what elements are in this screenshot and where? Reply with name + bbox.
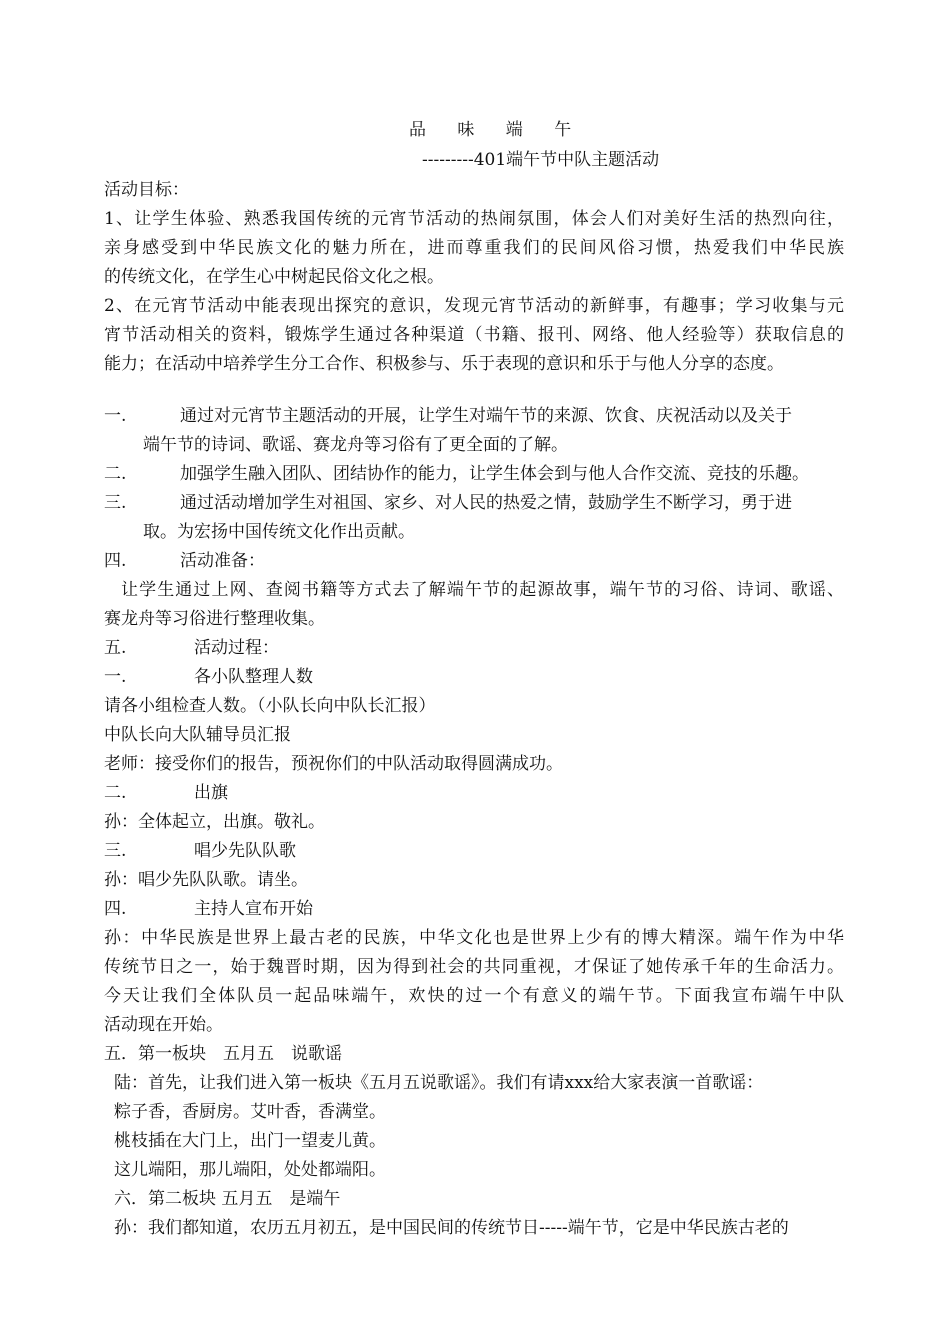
goal-2-line-2: 宵节活动相关的资料，锻炼学生通过各种渠道（书籍、报刊、网络、他人经验等）获取信息的 — [104, 325, 844, 345]
goal-1-line-2: 亲身感受到中华民族文化的魅力所在，进而尊重我们的民间风俗习惯，热爱我们中华民族 — [104, 238, 844, 258]
goals-heading: 活动目标： — [104, 180, 189, 200]
step-4-text-3: 今天让我们全体队员一起品味端午，欢快的过一个有意义的端午节。下面我宣布端午中队 — [104, 986, 844, 1006]
objective-number: 三. — [104, 493, 127, 513]
section-label: 主持人宣布开始 — [194, 899, 313, 919]
objective-text: 加强学生融入团队、团结协作的能力，让学生体会到与他人合作交流、竞技的乐趣。 — [180, 464, 809, 484]
document-subtitle: ---------401端午节中队主题活动 — [422, 150, 660, 170]
objective-4 — [104, 547, 265, 577]
section-label: 唱少先队队歌 — [194, 841, 296, 861]
song-line-3: 这儿端阳，那儿端阳，处处都端阳。 — [114, 1160, 386, 1180]
step-1-text-1: 请各小组检查人数。（小队长向中队长汇报） — [104, 696, 436, 716]
goal-1-line-3: 的传统文化，在学生心中树起民俗文化之根。 — [104, 267, 444, 287]
objective-3 — [104, 489, 792, 519]
objective-1-continued: 端午节的诗词、歌谣、赛龙舟等习俗有了更全面的了解。 — [143, 435, 568, 455]
document-title: 品 味 端 午 — [409, 120, 585, 140]
step-6-text-1: 孙：我们都知道，农历五月初五，是中国民间的传统节日-----端午节，它是中华民族古老的 — [114, 1218, 789, 1238]
prep-line-1: 让学生通过上网、查阅书籍等方式去了解端午节的起源故事，端午节的习俗、诗词、歌谣、 — [121, 580, 844, 600]
step-5-heading: 五．第一板块 五月五 说歌谣 — [104, 1044, 342, 1064]
section-number: 四. — [104, 899, 127, 919]
step-1-text-3: 老师：接受你们的报告，预祝你们的中队活动取得圆满成功。 — [104, 754, 563, 774]
objective-number: 四. — [104, 551, 127, 571]
goal-2-line-1: 2、在元宵节活动中能表现出探究的意识，发现元宵节活动的新鲜事，有趣事；学习收集与元 — [104, 296, 844, 316]
objective-1 — [104, 402, 792, 432]
step-4-text-2: 传统节日之一，始于魏晋时期，因为得到社会的共同重视，才保证了她传承千年的生命活力。 — [104, 957, 844, 977]
song-line-2: 桃枝插在大门上，出门一望麦儿黄。 — [114, 1131, 386, 1151]
song-line-1: 粽子香，香厨房。艾叶香，香满堂。 — [114, 1102, 386, 1122]
step-3-heading — [104, 837, 296, 867]
section-number: 二. — [104, 783, 127, 803]
section-number: 三. — [104, 841, 127, 861]
objective-text: 活动准备： — [180, 551, 265, 571]
step-6-heading: 六．第二板块 五月五 是端午 — [114, 1189, 341, 1209]
step-4-text-4: 活动现在开始。 — [104, 1015, 223, 1035]
process-heading — [104, 634, 279, 664]
objective-text: 通过对元宵节主题活动的开展，让学生对端午节的来源、饮食、庆祝活动以及关于 — [180, 406, 792, 426]
goal-2-line-3: 能力；在活动中培养学生分工合作、积极参与、乐于表现的意识和乐于与他人分享的态度。 — [104, 354, 784, 374]
section-label: 各小队整理人数 — [194, 667, 313, 687]
step-1-heading — [104, 663, 313, 693]
step-1-text-2: 中队长向大队辅导员汇报 — [104, 725, 291, 745]
step-2-text-1: 孙：全体起立，出旗。敬礼。 — [104, 812, 325, 832]
objective-3-continued: 取。为宏扬中国传统文化作出贡献。 — [143, 522, 415, 542]
goal-1-line-1: 1、让学生体验、熟悉我国传统的元宵节活动的热闹氛围，体会人们对美好生活的热烈向往， — [104, 209, 844, 229]
objective-number: 一. — [104, 406, 127, 426]
step-4-text-1: 孙：中华民族是世界上最古老的民族，中华文化也是世界上少有的博大精深。端午作为中华 — [104, 928, 844, 948]
step-5-text-1: 陆：首先，让我们进入第一板块《五月五说歌谣》。我们有请xxx给大家表演一首歌谣： — [114, 1073, 764, 1093]
objective-number: 二. — [104, 464, 127, 484]
step-3-text-1: 孙：唱少先队队歌。请坐。 — [104, 870, 308, 890]
step-4-heading — [104, 895, 313, 925]
step-2-heading — [104, 779, 228, 809]
objective-2 — [104, 460, 809, 490]
section-label: 出旗 — [194, 783, 228, 803]
section-label: 活动过程： — [194, 638, 279, 658]
prep-line-2: 赛龙舟等习俗进行整理收集。 — [104, 609, 325, 629]
section-number: 一. — [104, 667, 127, 687]
section-number: 五. — [104, 638, 127, 658]
objective-text: 通过活动增加学生对祖国、家乡、对人民的热爱之情，鼓励学生不断学习，勇于进 — [180, 493, 792, 513]
